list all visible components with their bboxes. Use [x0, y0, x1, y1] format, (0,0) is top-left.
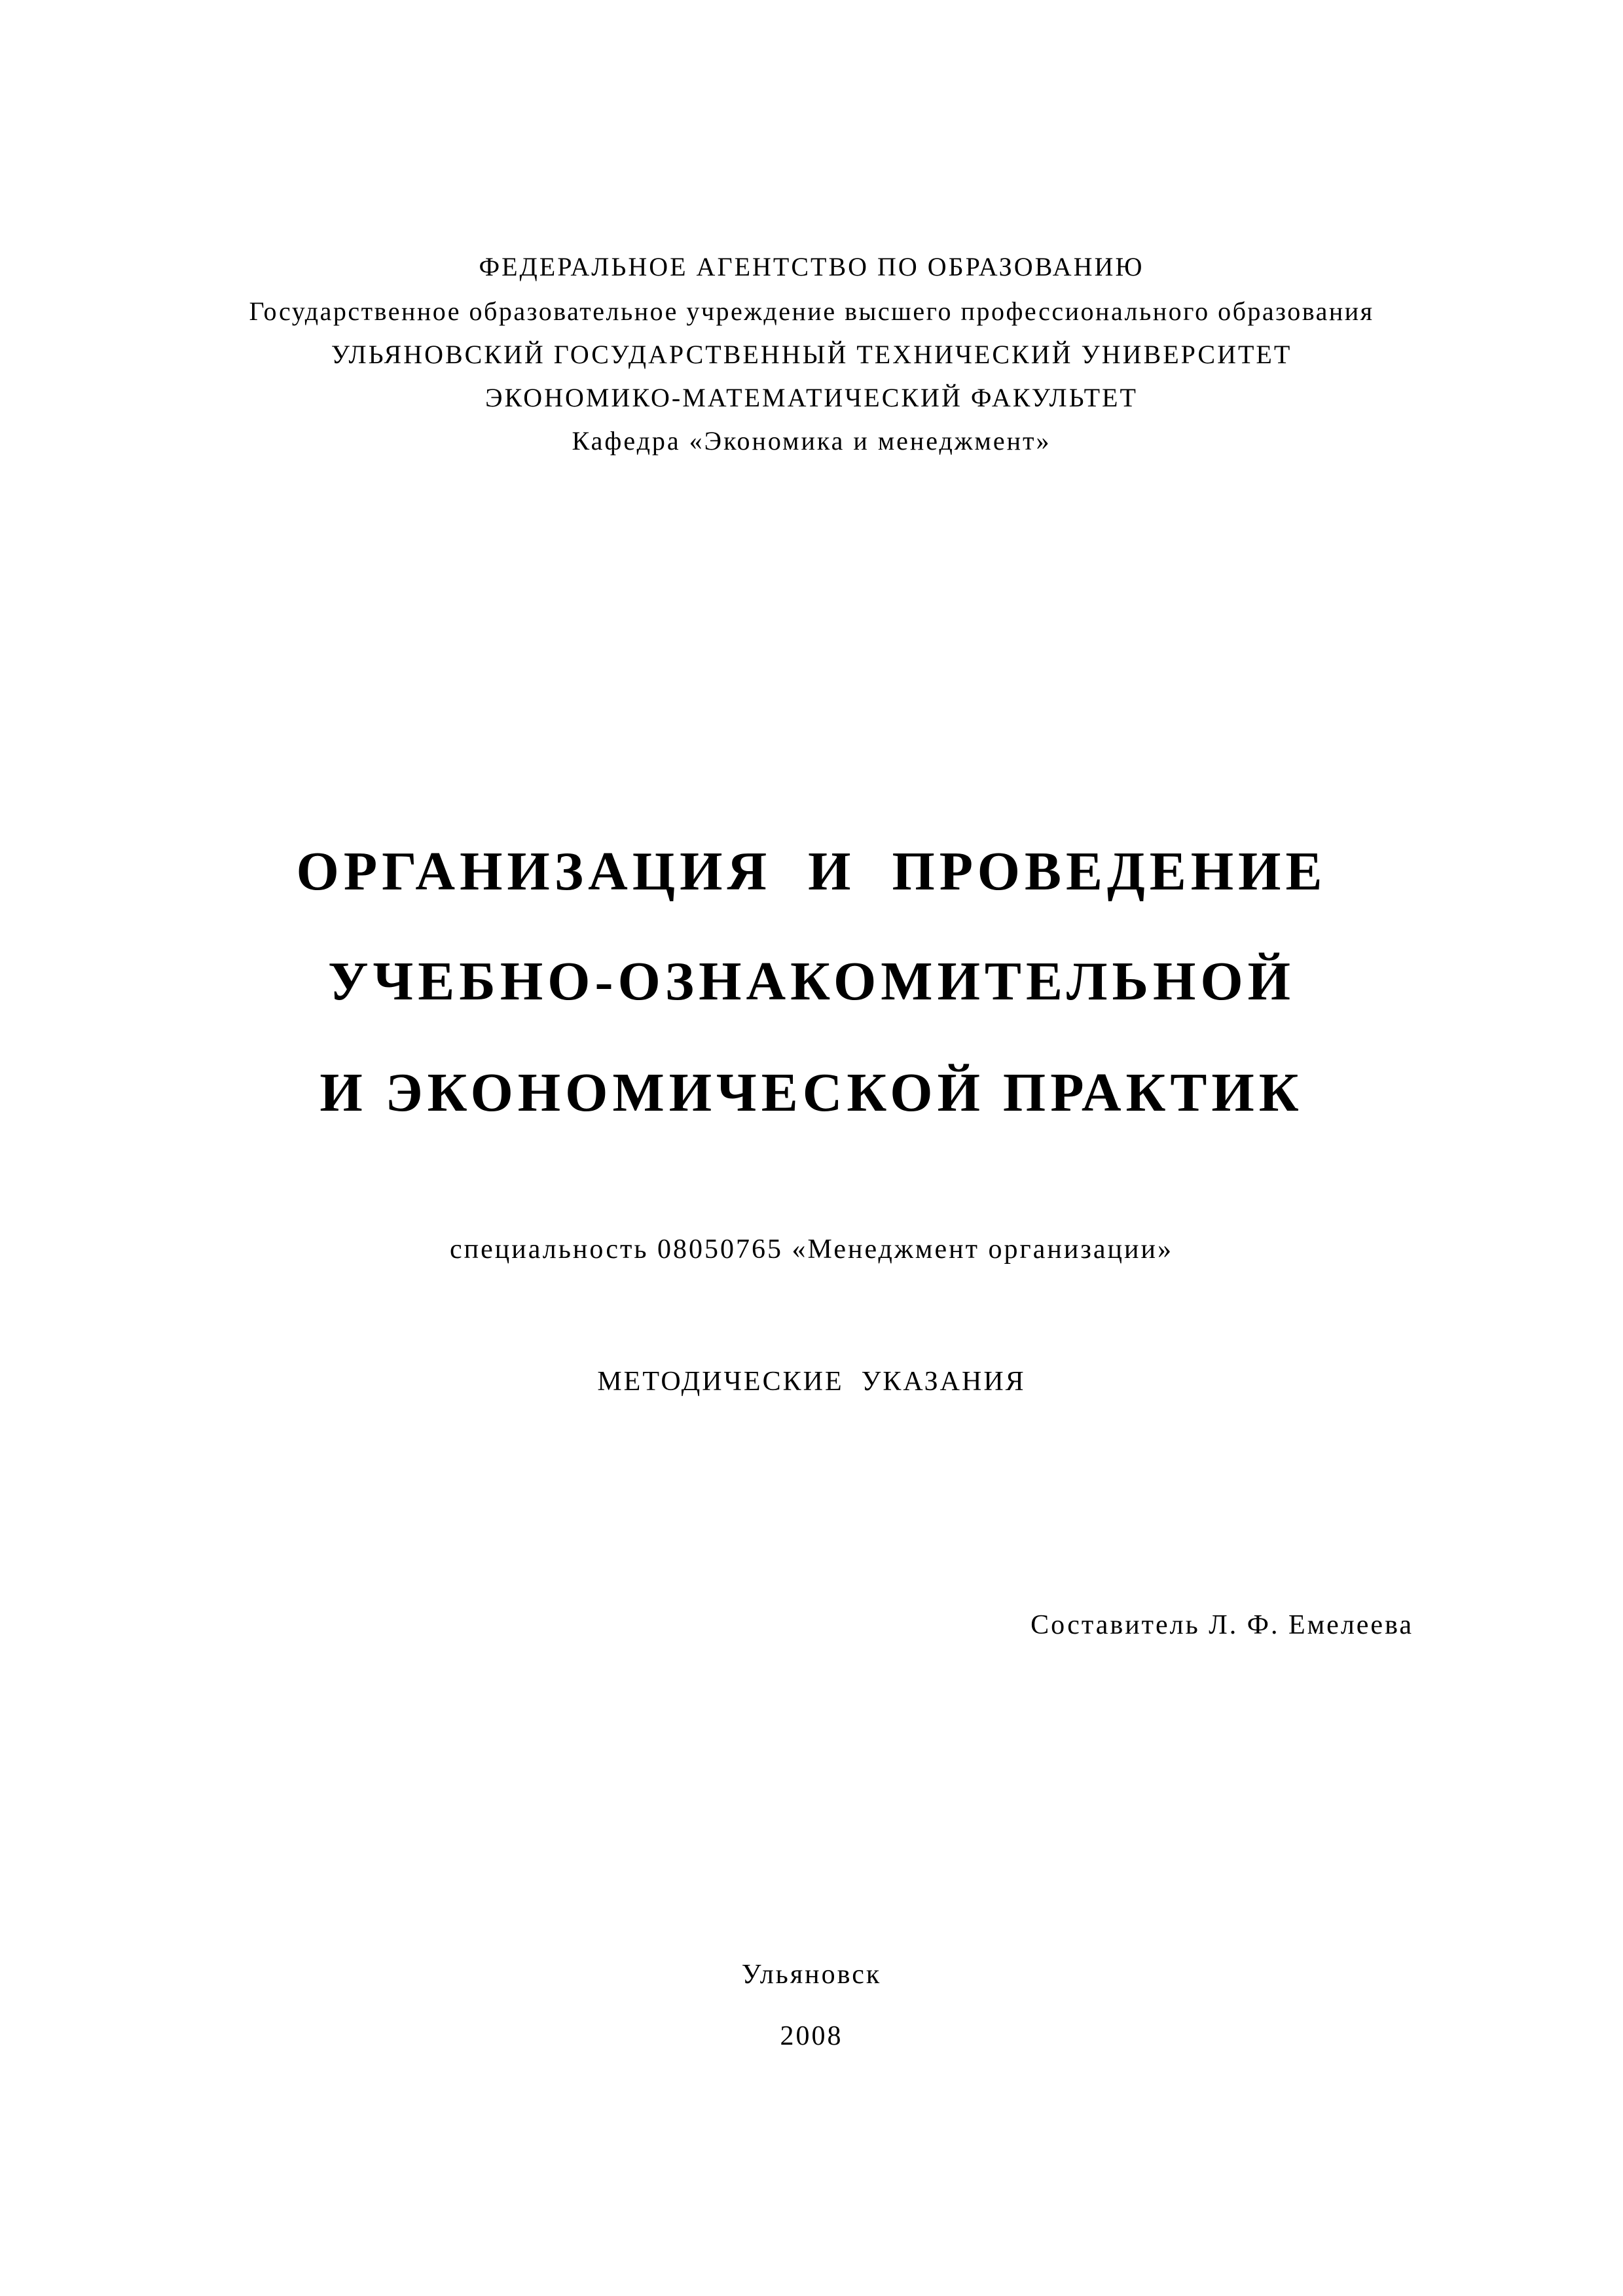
- publication-city: Ульяновск: [741, 1960, 882, 1990]
- department-name: Кафедра «Экономика и менеджмент»: [572, 426, 1051, 456]
- author-credit: Составитель Л. Ф. Емелеева: [1030, 1610, 1413, 1640]
- publication-year: 2008: [780, 2021, 843, 2051]
- specialty: специальность 08050765 «Менеджмент организации»: [450, 1234, 1173, 1265]
- title-line-1: ОРГАНИЗАЦИЯ И ПРОВЕДЕНИЕ: [296, 841, 1327, 902]
- university-name: УЛЬЯНОВСКИЙ ГОСУДАРСТВЕННЫЙ ТЕХНИЧЕСКИЙ УНИВЕРСИТЕТ: [331, 340, 1292, 369]
- title-line-3: И ЭКОНОМИЧЕСКОЙ ПРАКТИК: [319, 1062, 1304, 1123]
- institution-type: Государственное образовательное учреждение высшего профессионального образования: [249, 296, 1374, 326]
- document-type: МЕТОДИЧЕСКИЕ УКАЗАНИЯ: [597, 1367, 1026, 1397]
- agency-name: ФЕДЕРАЛЬНОЕ АГЕНТСТВО ПО ОБРАЗОВАНИЮ: [479, 252, 1144, 281]
- title-line-2: УЧЕБНО-ОЗНАКОМИТЕЛЬНОЙ: [327, 951, 1296, 1012]
- faculty-name: ЭКОНОМИКО-МАТЕМАТИЧЕСКИЙ ФАКУЛЬТЕТ: [485, 383, 1138, 412]
